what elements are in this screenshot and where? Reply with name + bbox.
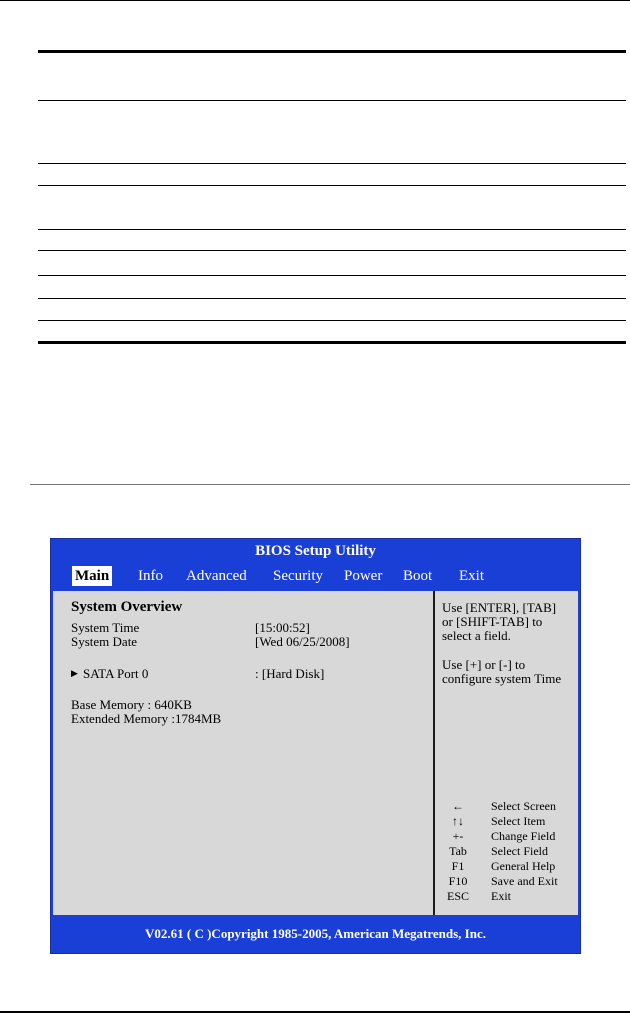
menu-bar xyxy=(51,563,580,587)
section-title: System Overview xyxy=(71,599,183,615)
bios-title: BIOS Setup Utility xyxy=(255,543,376,559)
table-row-line xyxy=(38,320,626,321)
tab-main[interactable]: Main xyxy=(72,566,112,586)
sata-port-label: SATA Port 0 xyxy=(83,666,149,681)
extended-memory: Extended Memory :1784MB xyxy=(71,711,222,726)
key-desc: Select Screen xyxy=(491,799,556,813)
table-row-line xyxy=(38,275,626,276)
key-general-help xyxy=(443,859,573,874)
table-row-line xyxy=(38,298,626,299)
key-desc: Change Field xyxy=(491,829,556,843)
sata-port-value: : [Hard Disk] xyxy=(255,666,325,681)
submenu-arrow-icon: ▶ xyxy=(71,668,78,678)
copyright-footer: V02.61 ( C )Copyright 1985-2005, American Megatrends, Inc. xyxy=(145,926,486,941)
help-line: configure system Time xyxy=(442,671,562,686)
section-divider xyxy=(30,484,630,485)
tab-power[interactable]: Power xyxy=(344,568,383,584)
table-bottom-rule xyxy=(38,341,626,344)
table-top-rule xyxy=(38,50,626,53)
key-label: Tab xyxy=(449,844,467,858)
bios-window xyxy=(50,538,581,954)
key-change-field xyxy=(443,829,573,844)
key-label: ESC xyxy=(446,889,469,903)
table-row-line xyxy=(38,250,626,251)
system-date-value[interactable]: [Wed 06/25/2008] xyxy=(255,634,350,649)
key-label: +- xyxy=(452,829,464,843)
tab-security[interactable]: Security xyxy=(273,568,323,584)
tab-info[interactable]: Info xyxy=(138,568,163,584)
key-select-screen xyxy=(443,799,573,814)
key-desc: Exit xyxy=(491,889,511,903)
table-row-line xyxy=(38,100,626,101)
tab-exit[interactable]: Exit xyxy=(459,568,484,584)
system-date-label: System Date xyxy=(71,634,138,649)
key-desc: Save and Exit xyxy=(491,874,558,888)
help-line: select a field. xyxy=(442,628,511,643)
key-select-item xyxy=(443,814,573,829)
key-desc: Select Item xyxy=(491,814,546,828)
up-down-arrow-icon: ↑↓ xyxy=(452,814,464,828)
top-border xyxy=(0,0,630,1)
table-row-line xyxy=(38,163,626,164)
help-line: or [SHIFT-TAB] to xyxy=(442,614,543,629)
key-exit xyxy=(443,889,573,904)
panel-divider xyxy=(433,591,435,915)
tab-advanced[interactable]: Advanced xyxy=(186,568,247,584)
help-line: Use [ENTER], [TAB] xyxy=(442,600,557,615)
key-label: F1 xyxy=(451,859,465,873)
help-line: Use [+] or [-] to xyxy=(442,657,526,672)
table-row-line xyxy=(38,185,626,186)
key-select-field xyxy=(443,844,573,859)
tab-boot[interactable]: Boot xyxy=(403,568,433,584)
key-desc: General Help xyxy=(491,859,556,873)
table-row-line xyxy=(38,229,626,230)
system-time-label: System Time xyxy=(71,620,140,635)
main-panel xyxy=(53,591,578,915)
left-arrow-icon: ← xyxy=(452,799,464,813)
key-save-exit xyxy=(443,874,573,889)
key-desc: Select Field xyxy=(491,844,548,858)
base-memory: Base Memory : 640KB xyxy=(71,697,192,712)
system-time-value[interactable]: [15:00:52] xyxy=(255,620,310,635)
key-label: F10 xyxy=(448,874,468,888)
